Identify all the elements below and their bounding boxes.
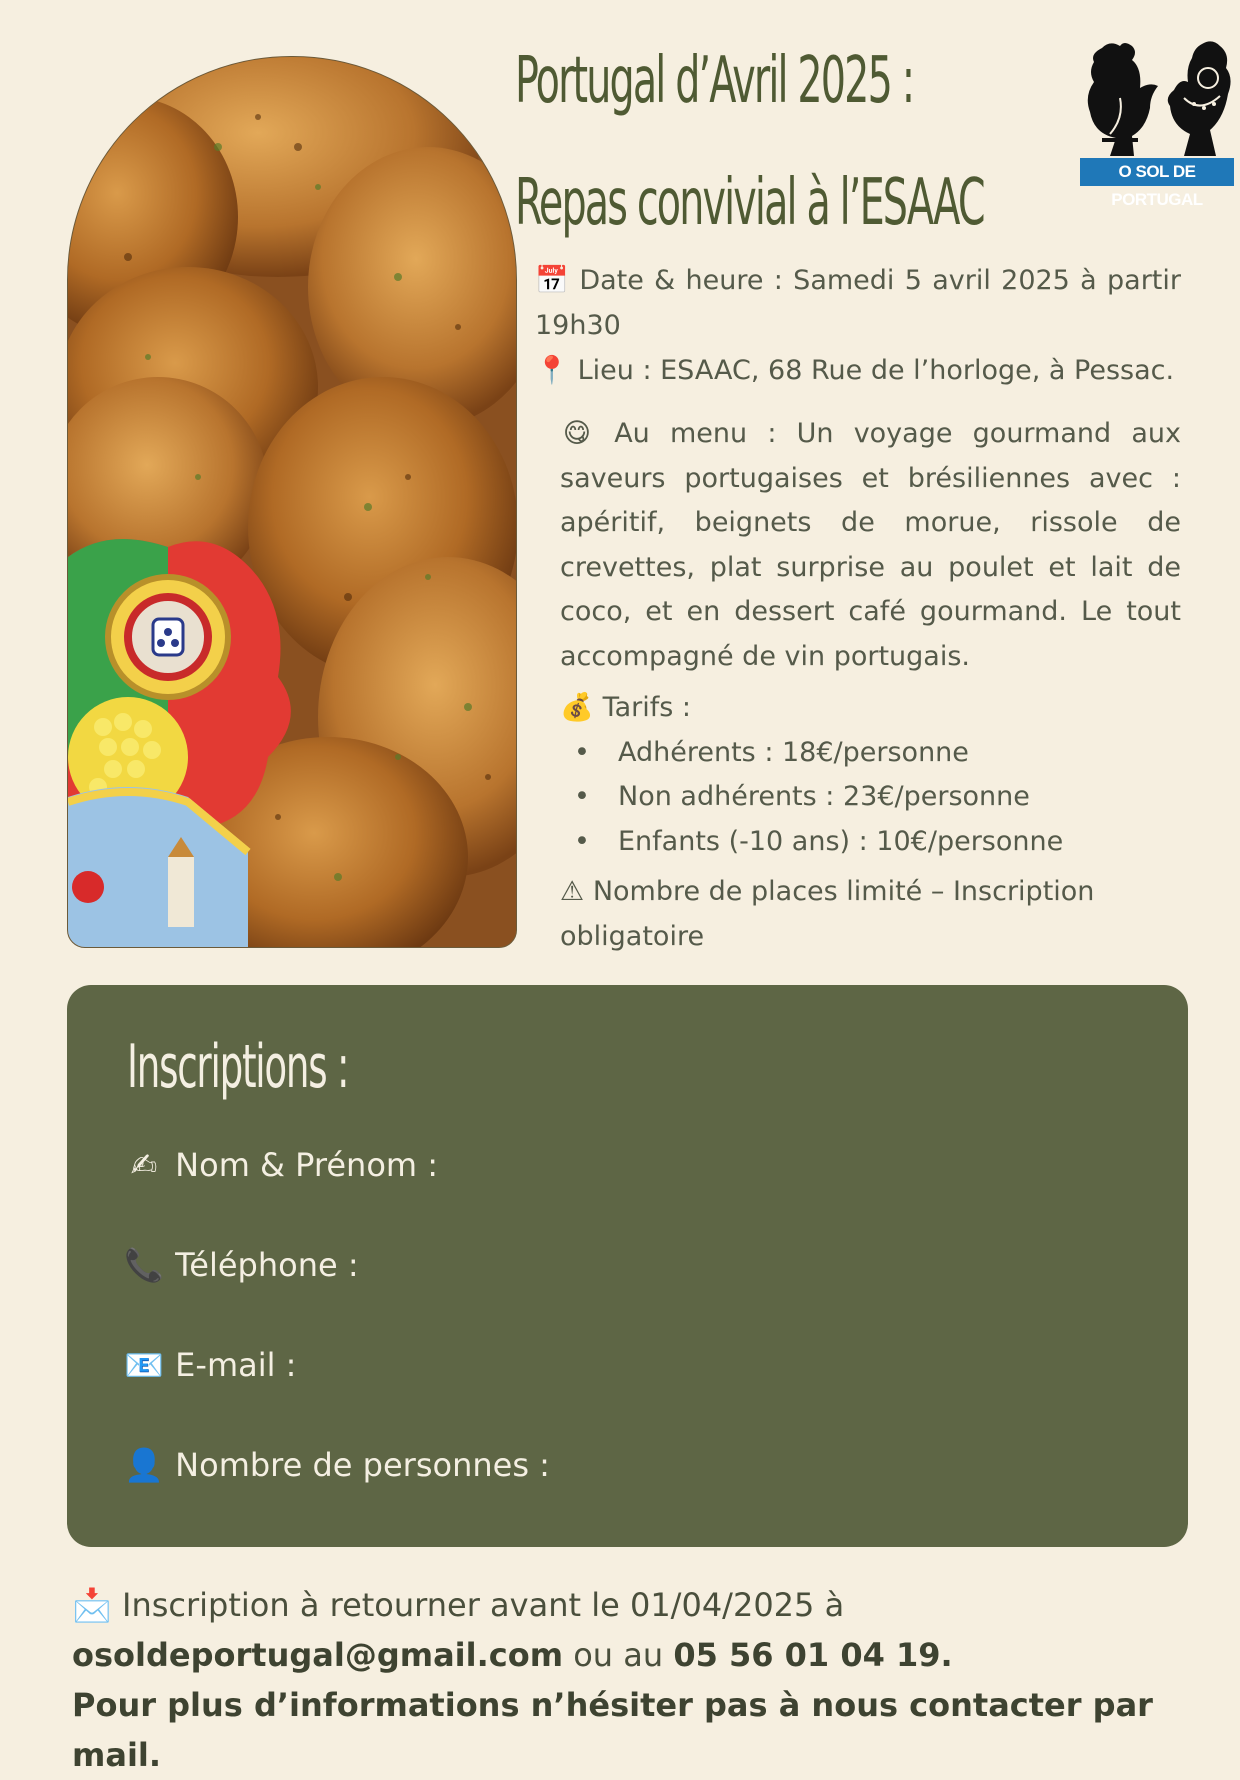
title-line-1: Portugal d’Avril 2025 : <box>515 44 914 118</box>
food-photo <box>67 56 517 948</box>
contact-email[interactable]: osoldeportugal@gmail.com <box>72 1636 564 1674</box>
email-field[interactable] <box>123 1345 296 1385</box>
phone-field-label: Téléphone : <box>175 1246 359 1284</box>
more-info-text: Pour plus d’informations n’hésiter pas à nous contacter par mail. <box>72 1686 1153 1774</box>
people-count-field[interactable] <box>123 1445 550 1485</box>
limit-notice <box>560 870 1120 959</box>
person-icon: 👤 <box>124 1446 164 1484</box>
place-text: Lieu : ESAAC, 68 Rue de l’horloge, à Pessac. <box>577 355 1175 386</box>
menu-block <box>560 412 1181 679</box>
people-count-label: Nombre de personnes : <box>175 1446 550 1484</box>
tarif-item: • Non adhérents : 23€/personne <box>560 775 1181 820</box>
tarifs-block <box>560 686 1181 864</box>
menu-text: Au menu : Un voyage gourmand aux saveurs portugaises et brésiliennes avec : apéritif, beignets de morue, rissole de crevettes, plat surprise au poulet et lait de coco, et en dessert café gourmand. Le tout accompagné de vin portugais. <box>560 418 1181 672</box>
registration-title: Inscriptions : <box>127 1032 349 1102</box>
limit-text: Nombre de places limité – Inscription obligatoire <box>560 876 1095 952</box>
calendar-icon: 📅 <box>535 265 569 296</box>
writing-hand-icon: ✍ <box>130 1146 158 1184</box>
croquettes-illustration <box>68 57 516 947</box>
contact-phone[interactable]: 05 56 01 04 19. <box>673 1636 953 1674</box>
tarif-item: • Adhérents : 18€/personne <box>560 731 1181 776</box>
title-line-2: Repas convivial à l’ESAAC <box>515 166 984 240</box>
footer <box>72 1580 1192 1780</box>
association-logo <box>1080 38 1234 209</box>
or-text: ou au <box>563 1636 674 1674</box>
logo-text: O SOL DE PORTUGAL <box>1080 158 1234 186</box>
deadline-text: Inscription à retourner avant le 01/04/2025 à <box>122 1586 845 1624</box>
inbox-icon: 📩 <box>72 1586 112 1624</box>
email-icon: 📧 <box>124 1346 164 1384</box>
tarif-item: • Enfants (-10 ans) : 10€/personne <box>560 820 1181 865</box>
name-field-label: Nom & Prénom : <box>175 1146 439 1184</box>
date-line <box>535 258 1181 348</box>
name-field[interactable] <box>123 1145 438 1185</box>
page-title <box>515 20 984 264</box>
tarifs-label: Tarifs : <box>602 692 692 723</box>
tarifs-list <box>560 731 1181 865</box>
event-info <box>535 258 1181 393</box>
rooster-icon <box>1080 38 1234 156</box>
money-bag-icon: 💰 <box>560 692 594 723</box>
warning-icon: ⚠ <box>560 876 585 907</box>
date-text: Date & heure : Samedi 5 avril 2025 à partir 19h30 <box>535 265 1181 341</box>
phone-icon: 📞 <box>124 1246 164 1284</box>
phone-field[interactable] <box>123 1245 359 1285</box>
email-field-label: E-mail : <box>175 1346 297 1384</box>
pin-icon: 📍 <box>535 355 569 386</box>
yum-face-icon: 😋 <box>562 418 592 449</box>
place-line <box>535 348 1181 393</box>
registration-panel <box>67 985 1188 1547</box>
